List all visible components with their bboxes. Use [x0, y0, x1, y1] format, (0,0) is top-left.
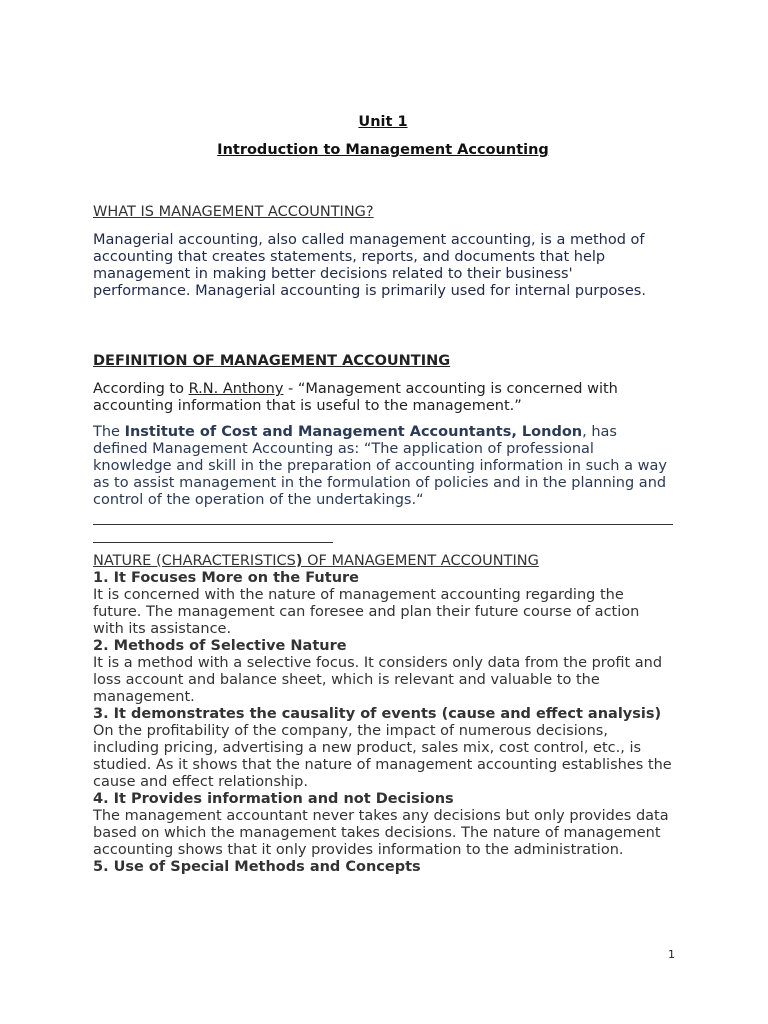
- separator-line-short: [93, 542, 333, 543]
- document-title: Introduction to Management Accounting: [217, 142, 549, 158]
- def-quote: - “Management accounting is concerned with accounting information that is useful to the management.”: [93, 381, 618, 414]
- item-title: 2. Methods of Selective Nature: [93, 638, 347, 654]
- def-prefix-2: The: [93, 424, 125, 440]
- what-paragraph: Managerial accounting, also called management accounting, is a method of accounting that creates statements, reports, and documents that help management in making better decisions related to their business' performance. Managerial accounting is primarily used for internal purposes.: [93, 232, 646, 299]
- item-body: On the profitability of the company, the impact of numerous decisions, including pricing, advertising a new product, sales mix, cost control, etc., is studied. As it shows that the nature of management accounting establishes the cause and effect relationship.: [93, 723, 672, 790]
- what-heading: WHAT IS MANAGEMENT ACCOUNTING?: [93, 204, 374, 220]
- separator-line: [93, 524, 673, 525]
- item-body: The management accountant never takes any decisions but only provides data based on which the management takes decisions. The nature of management accounting shows that it only provides information to the administration.: [93, 808, 669, 858]
- item-title: 3. It demonstrates the causality of events (cause and effect analysis): [93, 706, 662, 722]
- nature-heading: [93, 553, 673, 570]
- institute-name: Institute of Cost and Management Accountants, London: [124, 424, 583, 440]
- def-prefix: According to: [93, 381, 189, 397]
- item-body: It is concerned with the nature of management accounting regarding the future. The management can foresee and plan their future course of action with its assistance.: [93, 587, 640, 637]
- nature-heading-a: NATURE (CHARACTERISTICS: [93, 553, 296, 569]
- nature-heading-b: ): [295, 553, 303, 569]
- page-number: 1: [668, 948, 675, 961]
- def-quote-2: , has defined Management Accounting as: “The application of professional knowledge and skill in the preparation of accounting information in such a way as to assist management in the formulation of policies and in the planning and control of the operation of the undertakings.“: [93, 424, 667, 508]
- author-name: R.N. Anthony: [188, 381, 284, 397]
- item-body: It is a method with a selective focus. It considers only data from the profit and loss account and balance sheet, which is relevant and valuable to the management.: [93, 655, 663, 705]
- item-title: 1. It Focuses More on the Future: [93, 570, 359, 586]
- item-title: 5. Use of Special Methods and Concepts: [93, 859, 421, 875]
- definition-anthony: [93, 381, 673, 415]
- item-title: 4. It Provides information and not Decisions: [93, 791, 454, 807]
- nature-section: [93, 553, 673, 876]
- definition-heading: DEFINITION OF MANAGEMENT ACCOUNTING: [93, 353, 451, 369]
- nature-heading-c: OF MANAGEMENT ACCOUNTING: [302, 553, 539, 569]
- unit-label: Unit 1: [358, 114, 408, 130]
- definition-icma: [93, 424, 673, 509]
